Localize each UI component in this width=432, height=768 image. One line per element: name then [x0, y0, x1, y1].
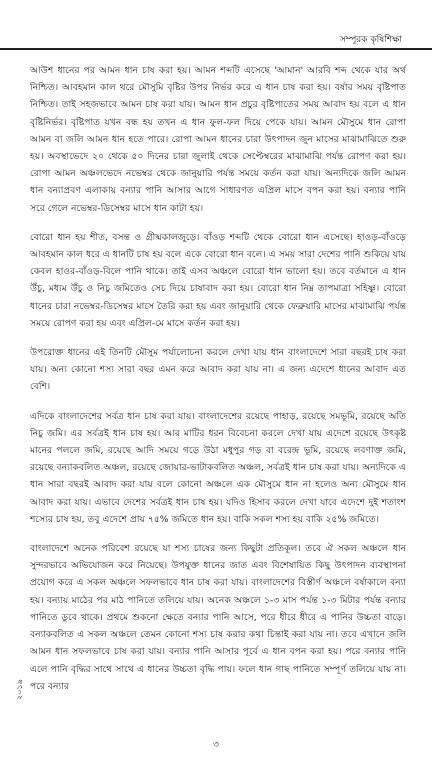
- paragraph-adaptation: বাংলাদেশে অনেক পরিবেশ রয়েছে যা শস্য চাষের জন্য কিছুটা প্রতিকূল। তবে ঐ সকল অঞ্চলে ধান সুন্দরভাবে অভিযোজন করে নিয়েছে। উপযুক্ত ধানের জাত এবং বিশেষায়িত কিছু উৎপাদন ব্যবস্থাপনা প্রয়োগ করে এ সকল অঞ্চলে সফলভাবে ধান চাষ করা যায়। বাংলাদেশের বিস্তীর্ণ অঞ্চলে বর্ষাকালে বন্যা হয়। বন্যায় মাঠের পর মাঠ পানিতে তলিয়ে যায়। অনেক অঞ্চলে ১-৩ মাস পর্যন্ত ১-৩ মিটার পর্যন্ত বন্যার পানিতে ডুবে থাকে। প্রথমে শুকনো ক্ষেতে বন্যার পানি আসে, পরে ধীরে ধীরে এ পানির উচ্চতা বাড়ে। বন্যাকবলিত এ সকল অঞ্চলে তেমন কোনো শস্য চাষ করার কথা চিন্তাই করা যায় না। তবে এখানে জলি আমন ধান সফলভাবে চাষ করা যায়। বন্যার পানি আসার পূর্বে এ ধান বপন করা হয়। পরে বন্যার পানি এলে পানি বৃদ্ধির সাথে সাথে এ ধানের উচ্চতা বৃদ্ধি পায়। ফলে ধান গাছ পানিতে সম্পূর্ণ তলিয়ে যায় না। পরে বন্যার: [30, 543, 406, 692]
- paragraph-everywhere: এদিকে বাংলাদেশের সর্বত্র ধান চাষ করা যায়। বাংলাদেশের রয়েছে পাহাড়, রয়েছে সমভূমি, রয়েছে অতি নিচু জমি। এর সর্বত্রই ধান চাষ হয়। আর মাটির ধরন বিবেচনা করলে দেখা যায় এদেশে রয়েছে উৎকৃষ্ট মানের পললে জমি, রয়েছে আদি সময়ে গড়ে উঠা মধুপুর গড় বা বরেন্দ্র ভূমি, রয়েছে লবণাক্ত জমি, রয়েছে বন্যাকবলিত অঞ্চল, রয়েছে জোয়ার-ভাটাকবলিত অঞ্চল, সর্বত্রই ধান চাষ করা যায়। অন্যদিকে এ ধান সারা বছরই আবাদ করা যায় বলে কোনো অঞ্চলে এক মৌসুমে ধান না হলেও অন্য মৌসুমে ধান আবাদ করা যায়। এভাবে দেশের সর্বত্রই ধান চাষ হয়। যদিও হিসাব করলে দেখা যাবে এদেশে দুই শতাংশ শস্যের চাষ হয়, তবু এদেশে প্রায় ৭৫% জমিতে ধান হয়। বাকি সকল শস্য হয় বাকি ২৫% জমিতে।: [30, 410, 406, 525]
- paragraph-boro: বোরো ধান হয় শীত, বসন্ত ও গ্রীষ্মকালজুড়ে। বাঁওড় শব্দটি থেকে বোরো ধান এসেছে। হাওড়-বাঁওড়ে আবহমান কাল ধরে এ ধানটি চাষ হয় বলে একে বোরো ধান বলে। এ সময় সারা দেশের পানি শুকিয়ে যায় কেবল হাওর-বাঁওড়-বিলে পানি থাকে। তাই এসব অঞ্চলে বোরো ধান ভালো হয়। তবে বর্তমানে এ ধান উঁচু, মধ্যম উঁচু ও নিচু জমিতেও সেচ দিয়ে চাষাবাদ করা হয়। বোরো ধান নিম্ন তাপমাত্রা সহিষ্ণু। বোরো ধানের চারা নভেম্বর-ডিসেম্বর মাসে তৈরি করা হয় এবং জানুয়ারি থেকে ফেব্রুয়ারি মাসের মাঝামাঝি পর্যন্ত সময়ে রোপণ করা হয় এবং এপ্রিল-মে মাসে কর্তন করা হয়।: [30, 231, 406, 329]
- body-text: [30, 62, 406, 707]
- paragraph-seasons-summary: উপরোক্ত ধানের এই তিনটি মৌসুম পর্যালোচনা করলে দেখা যায় ধান বাংলাদেশে সারা বছরই চাষ করা যায়। অন্য কোনো শস্য সারা বছর এমন করে আবাদ করা যায় না। এ জন্য এদেশে ধানের আবাদ এত বেশি।: [30, 347, 406, 393]
- paragraph-aman: আউশ ধানের পর আমন ধান চাষ করা হয়। আমন শব্দটি এসেছে 'আমান' আরবি শব্দ থেকে যার অর্থ নিশ্চিত। আবহমান কাল থরে মৌসুমি বৃষ্টির উপর নির্ভর করে এ ধান চাষ করা হয়। বর্ষার সময় বৃষ্টিপাত নিশ্চিত। তাই সহজভাবে আমন চাষ করা যায়। আমন ধান প্রচুর বৃষ্টিপাতের সময় আবাদ হয় বলে এ ধান বৃষ্টিনির্ভর। বৃষ্টিপাত যখন বন্ধ হয় তখন এ ধান ফুল-ফল দিয়ে পেকে যায়। আমন মৌসুমে ধান রোপা আমন বা জলি আমন ধান হতে পারে। রোপা আমন ধানের চারা উৎপাদন জুন মাসের মাঝামাঝিতে শুরু হয়। অবস্থাভেদে ২০ থেকে ৫০ দিনের চারা জুলাই থেকে সেপ্টেম্বরের মাঝামাঝি পর্যন্ত রোপণ করা হয়। রোপা আমন অঞ্চলভেদে নভেম্বর থেকে জানুয়ারি পর্যন্ত সময়ে কর্তন করা যায়। অন্যদিকে জলি আমন ধান বন্যাপ্রবণ এলাকায় বন্যার পানি আসার আগে সাধারণত এপ্রিল মাসে বপন করা হয়। বন্যার পানি সরে গেলে নভেম্বর-ডিসেম্বর মাসে ধান কাটা হয়।: [30, 65, 406, 214]
- page-header: [0, 8, 432, 50]
- header-rule: [0, 48, 432, 50]
- page-number: ৩: [213, 740, 219, 750]
- header-title: সম্পূরক কৃষিশিক্ষা: [339, 35, 402, 45]
- edge-year-label: ২০১৯: [15, 679, 24, 700]
